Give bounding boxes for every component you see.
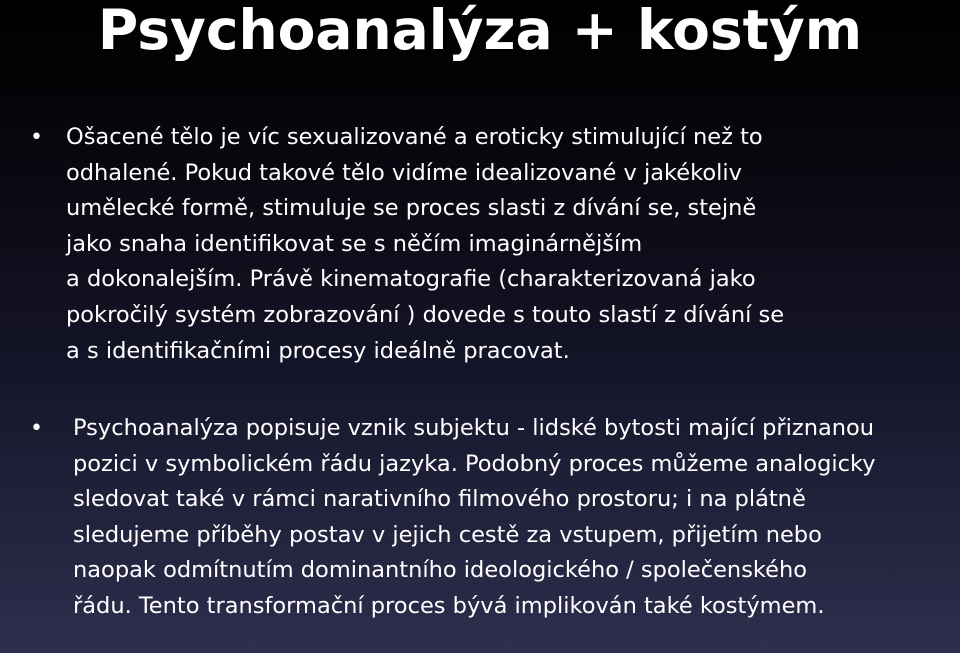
- text-line: pokročilý systém zobrazování ) dovede s touto slastí z dívání se: [66, 301, 785, 328]
- text-line: a s identifikačními procesy ideálně pracovat.: [66, 337, 570, 364]
- text-line: umělecké formě, stimuluje se proces slasti z dívání se, stejně: [66, 195, 757, 222]
- text-line: naopak odmítnutím dominantního ideologického / společenského: [73, 557, 808, 584]
- text-line: Ošacené tělo je víc sexualizované a eroticky stimulující než to: [66, 124, 763, 150]
- text-line: pozici v symbolickém řádu jazyka. Podobný proces můžeme analogicky: [73, 450, 876, 477]
- text-line: sledovat také v rámci narativního filmového prostoru; i na plátně: [73, 486, 806, 513]
- text-line: jako snaha identifikovat se s něčím imaginárnějším: [66, 230, 643, 257]
- bullet-icon: •: [30, 416, 43, 441]
- bullet-text: [73, 411, 876, 625]
- text-line: řádu. Tento transformační proces bývá implikován také kostýmem.: [73, 592, 825, 619]
- text-line: sledujeme příběhy postav v jejich cestě za vstupem, přijetím nebo: [73, 521, 822, 548]
- text-line: a dokonalejším. Právě kinematografie (charakterizovaná jako: [66, 266, 756, 293]
- text-line: odhalené. Pokud takové tělo vidíme idealizované v jakékoliv: [66, 159, 742, 186]
- slide-title: Psychoanalýza + kostým: [97, 0, 863, 62]
- text-line: Psychoanalýza popisuje vznik subjektu - lidské bytosti mající přiznanou: [73, 415, 875, 441]
- bullet-icon: •: [30, 125, 43, 150]
- bullet-text: [66, 120, 784, 369]
